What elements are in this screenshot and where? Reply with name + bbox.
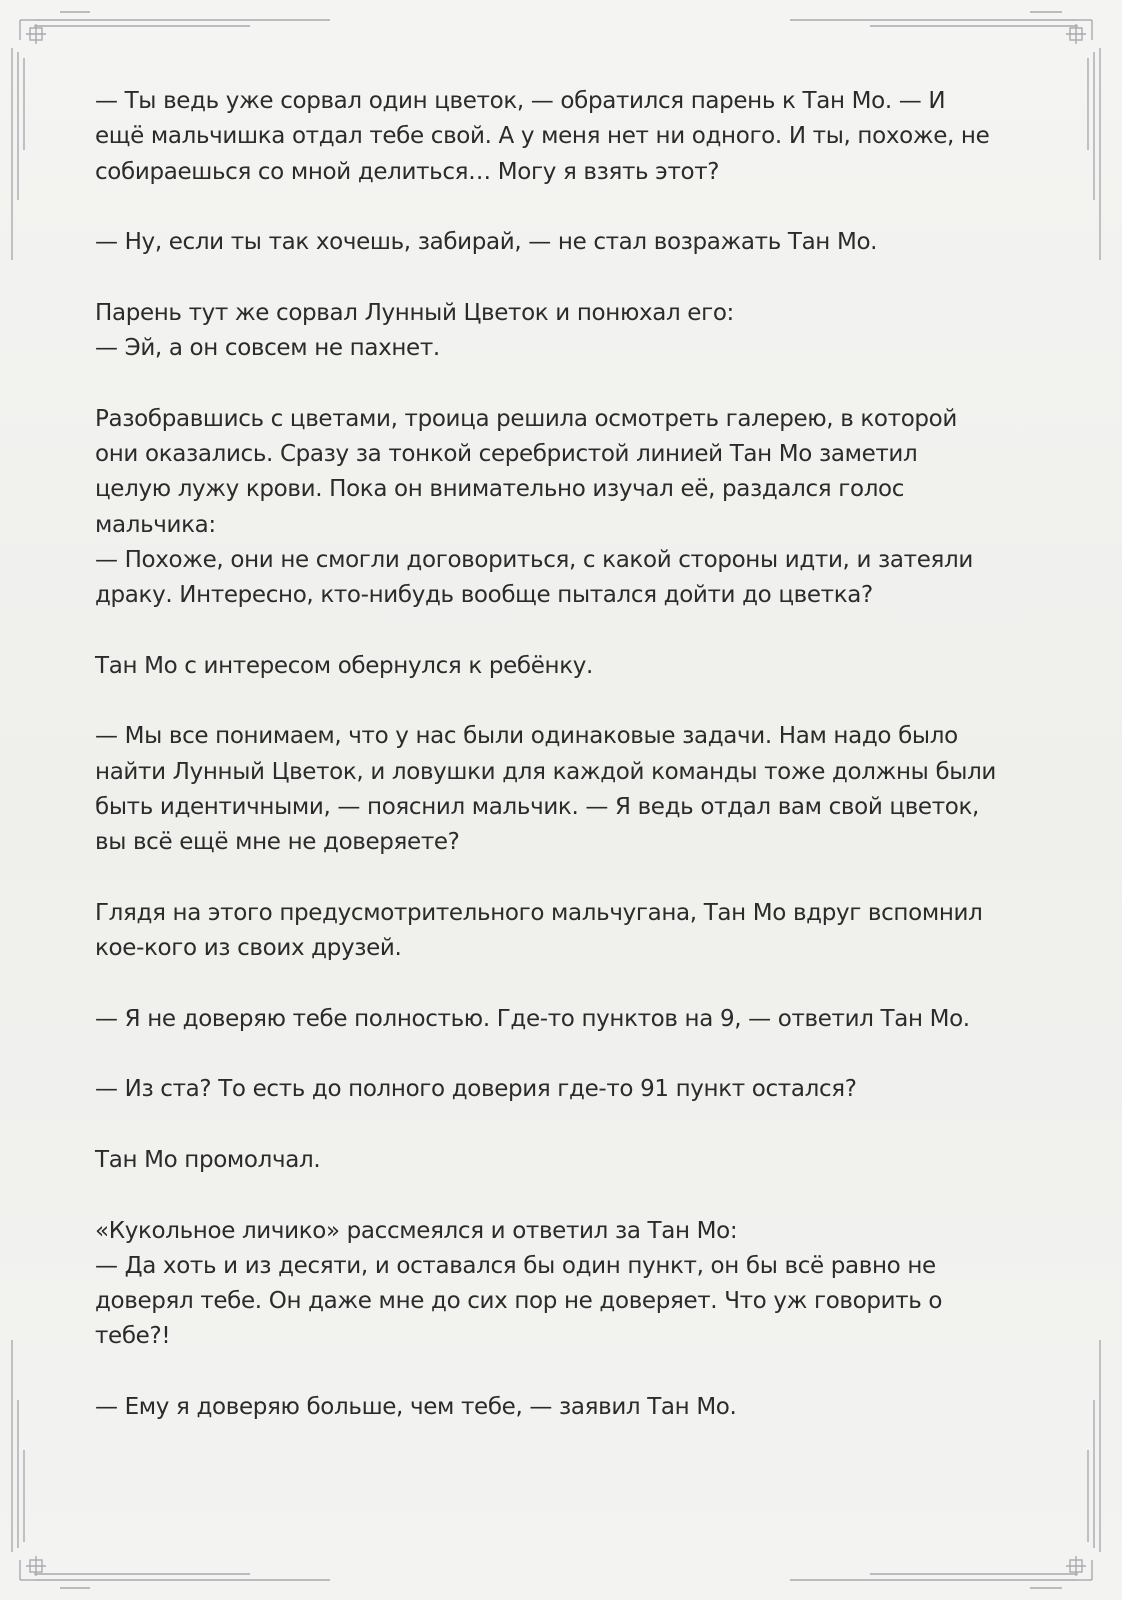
- text-line: целую лужу крови. Пока он внимательно изучал её, раздался голос: [95, 476, 905, 503]
- text-line: — Мы все понимаем, что у нас были одинаковые задачи. Нам надо было: [95, 723, 958, 750]
- paragraph: [95, 225, 1035, 260]
- text-line: кое-кого из своих друзей.: [95, 935, 402, 962]
- text-line: — Ну, если ты так хочешь, забирай, — не стал возражать Тан Мо.: [95, 229, 878, 256]
- text-line: Тан Мо с интересом обернулся к ребёнку.: [95, 652, 593, 679]
- text-line: — Да хоть и из десяти, и оставался бы один пункт, он бы всё равно не: [95, 1252, 936, 1279]
- paragraph: [95, 1143, 1035, 1178]
- text-line: мальчика:: [95, 511, 216, 538]
- story-text: [95, 84, 1035, 1461]
- text-line: — Ты ведь уже сорвал один цветок, — обратился парень к Тан Мо. — И: [95, 88, 946, 114]
- text-line: — Ему я доверяю больше, чем тебе, — заявил Тан Мо.: [95, 1393, 737, 1420]
- paragraph: [95, 84, 1035, 190]
- text-line: «Кукольное личико» рассмеялся и ответил за Тан Мо:: [95, 1217, 738, 1244]
- text-line: быть идентичными, — пояснил мальчик. — Я ведь отдал вам свой цветок,: [95, 793, 979, 820]
- paragraph: [95, 649, 1035, 684]
- paragraph: [95, 1002, 1035, 1037]
- paragraph: [95, 1072, 1035, 1107]
- text-line: собираешься со мной делиться… Могу я взять этот?: [95, 158, 720, 185]
- text-line: драку. Интересно, кто-нибудь вообще пытался дойти до цветка?: [95, 582, 873, 609]
- text-line: Разобравшись с цветами, троица решила осмотреть галерею, в которой: [95, 405, 957, 432]
- text-line: — Эй, а он совсем не пахнет.: [95, 335, 440, 362]
- paragraph: [95, 719, 1035, 860]
- text-line: — Из ста? То есть до полного доверия где-то 91 пункт остался?: [95, 1076, 857, 1103]
- paragraph: [95, 1214, 1035, 1355]
- text-line: тебе?!: [95, 1323, 171, 1350]
- paragraph: [95, 896, 1035, 967]
- text-line: Глядя на этого предусмотрительного мальчугана, Тан Мо вдруг вспомнил: [95, 899, 983, 926]
- text-line: вы всё ещё мне не доверяете?: [95, 829, 460, 856]
- text-line: Парень тут же сорвал Лунный Цветок и понюхал его:: [95, 299, 734, 326]
- paragraph: [95, 402, 1035, 614]
- text-line: они оказались. Сразу за тонкой серебристой линией Тан Мо заметил: [95, 440, 918, 467]
- text-line: — Похоже, они не смогли договориться, с какой стороны идти, и затеяли: [95, 546, 973, 573]
- text-line: Тан Мо промолчал.: [95, 1146, 321, 1173]
- text-line: доверял тебе. Он даже мне до сих пор не доверяет. Что уж говорить о: [95, 1288, 943, 1315]
- paragraph: [95, 296, 1035, 367]
- text-line: — Я не доверяю тебе полностью. Где-то пунктов на 9, — ответил Тан Мо.: [95, 1005, 970, 1032]
- paragraph: [95, 1390, 1035, 1425]
- text-line: найти Лунный Цветок, и ловушки для каждой команды тоже должны были: [95, 758, 997, 785]
- text-line: ещё мальчишка отдал тебе свой. А у меня нет ни одного. И ты, похоже, не: [95, 123, 990, 150]
